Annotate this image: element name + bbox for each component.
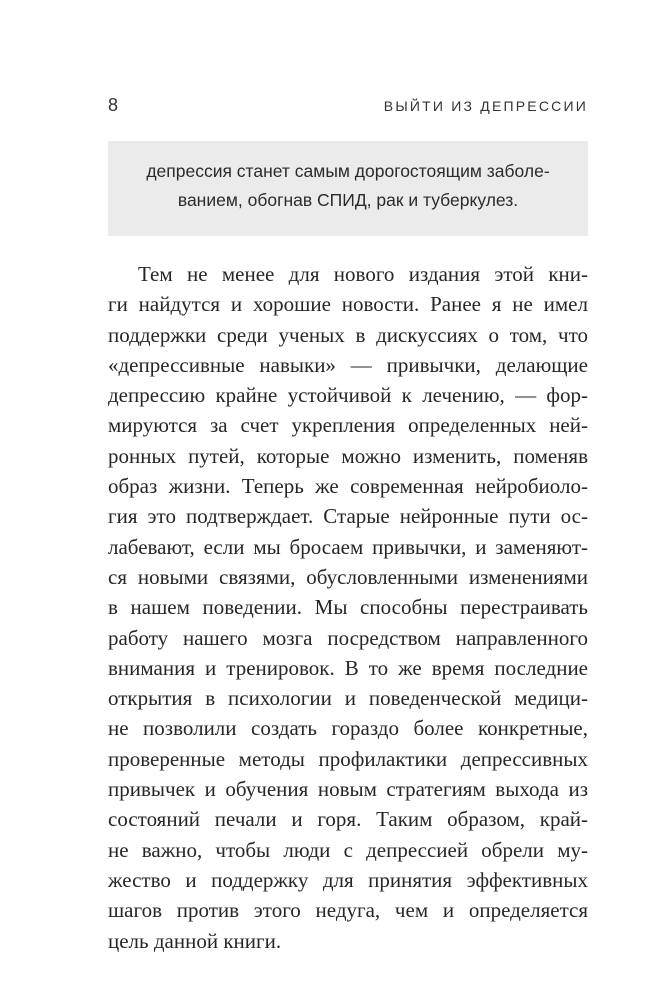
paragraph-line: поддержки среди ученых в дискуссиях о том, что xyxy=(108,322,588,347)
paragraph-line: работу нашего мозга посредством направленного xyxy=(108,625,588,650)
paragraph-line: в нашем поведении. Мы способны перестраивать xyxy=(108,595,588,620)
paragraph-line: внимания и тренировок. В то же время последние xyxy=(108,655,588,680)
body-paragraph xyxy=(108,259,588,956)
paragraph-line: ронных путей, которые можно изменить, поменяв xyxy=(108,443,588,468)
paragraph-line: шагов против этого недуга, чем и определяется xyxy=(108,898,588,923)
paragraph-line: Тем не менее для нового издания этой кни- xyxy=(138,262,588,286)
quote-line: депрессия станет самым дорогостоящим заболе- xyxy=(146,161,550,181)
page-number: 8 xyxy=(108,95,119,115)
paragraph-line: депрессию крайне устойчивой к лечению, — фор- xyxy=(108,383,588,408)
paragraph-line: гия это подтверждает. Старые нейронные пути ос- xyxy=(108,504,588,529)
paragraph-line: образ жизни. Теперь же современная нейробиоло- xyxy=(108,474,588,499)
paragraph-line: мируются за счет укрепления определенных ней- xyxy=(108,413,588,438)
paragraph-line: ги найдутся и хорошие новости. Ранее я не имел xyxy=(108,292,588,317)
paragraph-line: привычек и обучения новым стратегиям выхода из xyxy=(108,777,588,802)
paragraph-line: ся новыми связями, обусловленными изменениями xyxy=(108,564,588,589)
running-title: ВЫЙТИ ИЗ ДЕПРЕССИИ xyxy=(383,98,588,114)
paragraph-line: лабевают, если мы бросаем привычки, и заменяют- xyxy=(108,534,588,559)
paragraph-line: проверенные методы профилактики депрессивных xyxy=(108,746,588,771)
paragraph-line: «депрессивные навыки» — привычки, делающие xyxy=(108,352,588,377)
paragraph-line: открытия в психологии и поведенческой медици- xyxy=(108,686,588,711)
paragraph-line: не позволили создать гораздо более конкретные, xyxy=(108,716,588,741)
paragraph-line: жество и поддержку для принятия эффективных xyxy=(108,867,588,892)
quote-line: ванием, обогнав СПИД, рак и туберкулез. xyxy=(177,190,519,210)
paragraph-line: цель данной книги. xyxy=(108,928,282,953)
paragraph-line: состояний печали и горя. Таким образом, край- xyxy=(108,807,588,832)
quote-box xyxy=(108,141,588,236)
paragraph-line: не важно, чтобы люди с депрессией обрели му- xyxy=(108,837,588,862)
